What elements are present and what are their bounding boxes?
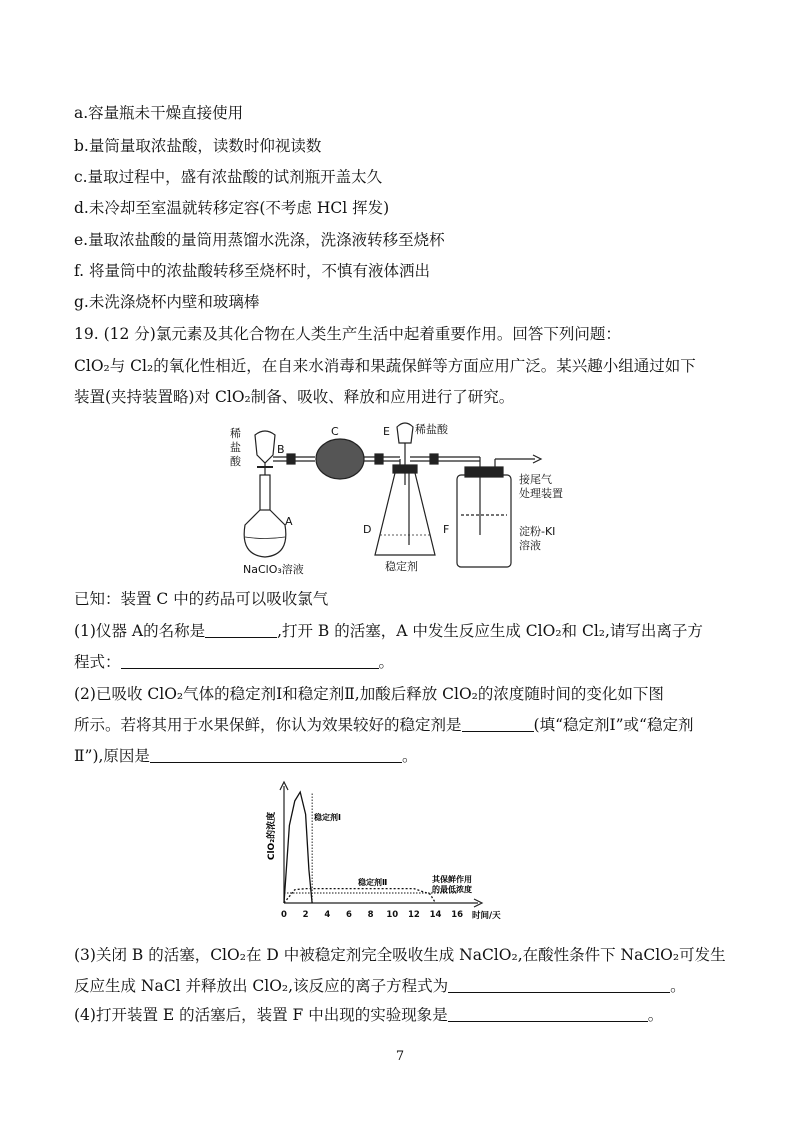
question-header: 19. (12 分)氯元素及其化合物在人类生产生活中起着重要作用。回答下列问题： (74, 325, 621, 343)
apparatus-diagram (225, 415, 575, 575)
question-intro-2: 装置(夹持装置略)对 ClO₂制备、吸收、释放和应用进行了研究。 (74, 388, 515, 406)
q4-text-a: (4)打开装置 E 的活塞后，装置 F 中出现的实验现象是 (74, 1006, 448, 1024)
label-naclo3: NaClO₃溶液 (243, 563, 304, 575)
q2-text-c: (填“稳定剂Ⅰ”或“稳定剂 (533, 716, 694, 734)
label-starch-ki-2: 溶液 (519, 539, 541, 552)
drying-tube-c (316, 439, 364, 479)
q1-blank-equation[interactable] (121, 654, 379, 669)
x-tick-label: 10 (386, 910, 399, 920)
x-tick-label: 12 (407, 910, 420, 920)
q2-line-1: (2)已吸收 ClO₂气体的稳定剂Ⅰ和稳定剂Ⅱ,加酸后释放 ClO₂的浓度随时间的变化如下图 (74, 685, 664, 703)
x-tick-label: 6 (345, 910, 352, 920)
label-dilute-hcl-left-3: 酸 (230, 455, 241, 468)
q4-line-1 (74, 1005, 663, 1025)
x-tick-label: 0 (281, 910, 287, 920)
label-f: F (443, 523, 450, 536)
series-label-stabilizer-1: 稳定剂Ⅰ (314, 813, 341, 822)
x-tick-label: 2 (302, 910, 309, 920)
reference-label-1: 其保鲜作用 (432, 875, 472, 884)
option-f: f. 将量筒中的浓盐酸转移至烧杯时，不慎有液体洒出 (74, 262, 431, 280)
label-starch-ki-1: 淀粉-KI (519, 525, 556, 538)
x-axis-label: 时间/天 (472, 911, 501, 921)
q1-blank-instrument[interactable] (205, 623, 277, 638)
bottle-f (457, 475, 511, 567)
q4-blank-phenomenon[interactable] (448, 1007, 648, 1022)
q2-blank-stabilizer[interactable] (462, 717, 534, 732)
series-label-stabilizer-2: 稳定剂Ⅱ (358, 878, 388, 887)
reference-label-2: 的最低浓度 (432, 885, 472, 894)
label-tail-gas-2: 处理装置 (519, 487, 563, 500)
question-intro-1: ClO₂与 Cl₂的氧化性相近，在自来水消毒和果蔬保鲜等方面应用广泛。某兴趣小组通过如下 (74, 357, 696, 375)
label-dilute-hcl-left-1: 稀 (230, 427, 241, 440)
y-axis-label: ClO₂的浓度 (267, 811, 277, 861)
flask-a (244, 510, 286, 557)
label-a: A (285, 515, 293, 528)
q3-text-end: 。 (670, 977, 686, 995)
q2-line-2 (74, 715, 693, 735)
known-condition: 已知：装置 C 中的药品可以吸收氯气 (74, 590, 329, 608)
separatory-funnel-b (255, 431, 275, 463)
q3-blank-equation[interactable] (448, 978, 670, 993)
concentration-chart (260, 778, 510, 923)
option-a: a.容量瓶未干燥直接使用 (74, 104, 244, 122)
q2-text-d: Ⅱ”),原因是 (74, 747, 150, 765)
x-tick-label: 16 (451, 910, 464, 920)
page-number: 7 (395, 1049, 405, 1064)
q4-text-end: 。 (647, 1006, 664, 1024)
q1-line-2 (74, 652, 394, 672)
label-stabilizer: 稳定剂 (385, 560, 418, 573)
option-d: d.未冷却至室温就转移定容(不考虑 HCl 挥发) (74, 199, 390, 217)
series-line-2 (284, 889, 436, 903)
label-dilute-hcl-right: 稀盐酸 (415, 423, 448, 436)
q1-text-c: 程式： (74, 653, 121, 671)
conical-flask-d (375, 473, 435, 555)
q2-blank-reason[interactable] (150, 748, 402, 763)
x-tick-label: 14 (429, 910, 442, 920)
q3-text-b: 反应生成 NaCl 并释放出 ClO₂,该反应的离子方程式为 (74, 977, 449, 995)
q1-line-1 (74, 621, 703, 641)
option-e: e.量取浓盐酸的量筒用蒸馏水洗涤，洗涤液转移至烧杯 (74, 231, 445, 249)
label-d: D (363, 523, 372, 536)
q1-text-end: 。 (378, 653, 395, 671)
label-tail-gas-1: 接尾气 (519, 473, 552, 486)
q3-line-1: (3)关闭 B 的活塞，ClO₂在 D 中被稳定剂完全吸收生成 NaClO₂,在酸性条件下 NaClO₂可发生 (74, 946, 726, 964)
option-g: g.未洗涤烧杯内壁和玻璃棒 (74, 293, 260, 311)
q2-line-3 (74, 746, 417, 766)
q1-text-a: (1)仪器 A的名称是 (74, 622, 206, 640)
label-b: B (277, 443, 285, 456)
q1-text-b: ,打开 B 的活塞，A 中发生反应生成 ClO₂和 Cl₂,请写出离子方 (277, 622, 703, 640)
x-tick-label: 4 (324, 910, 331, 920)
label-e: E (383, 425, 390, 438)
series-line-1 (284, 792, 312, 903)
x-tick-label: 8 (367, 910, 374, 920)
q3-line-2 (74, 976, 686, 996)
option-b: b.量筒量取浓盐酸，读数时仰视读数 (74, 137, 322, 155)
label-c: C (331, 425, 339, 438)
separatory-funnel-e (397, 423, 413, 443)
q2-text-b: 所示。若将其用于水果保鲜，你认为效果较好的稳定剂是 (74, 716, 462, 734)
q2-text-end: 。 (401, 747, 418, 765)
option-c: c.量取过程中，盛有浓盐酸的试剂瓶开盖太久 (74, 168, 383, 186)
label-dilute-hcl-left-2: 盐 (230, 441, 241, 454)
